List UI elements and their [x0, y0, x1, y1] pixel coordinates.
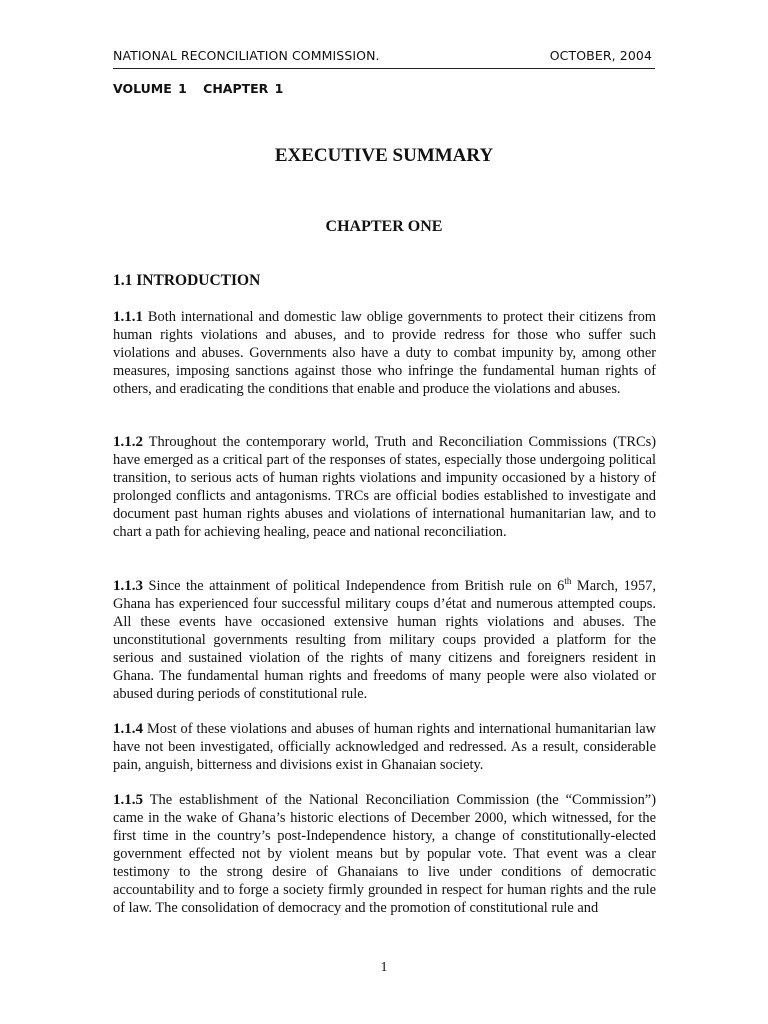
chapter-title: CHAPTER ONE [325, 218, 443, 235]
section-heading: 1.1 INTRODUCTION [113, 272, 261, 289]
chapter-label: CHAPTER 1 [203, 81, 284, 96]
paragraph-number: 1.1.5 [113, 792, 143, 808]
paragraph-number: 1.1.3 [113, 578, 143, 594]
paragraph-text-start: Since the attainment of political Independence from British rule on 6 [148, 578, 565, 594]
paragraph-text: Most of these violations and abuses of human rights and international humanitarian law have not been investigated, officially acknowledged and redressed. As a result, considerable pain, anguish, bitterness and divisions exist in Ghanaian society. [113, 721, 656, 773]
paragraph-number: 1.1.2 [113, 434, 143, 450]
paragraph-text: Throughout the contemporary world, Truth and Reconciliation Commissions (TRCs) have emerged as a critical part of the responses of states, especially those undergoing political transition, to serious acts of human rights violations and impunity occasioned by a history of prolonged conflicts and antagonisms. TRCs are official bodies established to investigate and document past human rights abuses and violations of international humanitarian law, and to chart a path for achieving healing, peace and national reconciliation. [113, 434, 656, 540]
paragraph-text: Both international and domestic law oblige governments to protect their citizens from human rights violations and abuses, and to provide redress for those who suffer such violations and abuses. Governments also have a duty to combat impunity by, among other measures, imposing sanctions against those who infringe the fundamental human rights of others, and eradicating the conditions that enable and produce the violations and abuses. [113, 309, 656, 397]
page-number: 1 [380, 960, 388, 975]
paragraph-number: 1.1.4 [113, 721, 143, 737]
paragraph-text: The establishment of the National Reconciliation Commission (the “Commission”) came in the wake of Ghana’s historic elections of December 2000, which witnessed, for the first time in the country’s post-Independence history, a change of constitutionally-elected government effected not by violent means but by popular vote. That event was a clear testimony to the strong desire of Ghanaians to live under conditions of democratic accountability and to forge a society firmly grounded in respect for human rights and the rule of law. The consolidation of democracy and the promotion of constitutional rule and [113, 792, 656, 916]
ordinal-superscript: th [564, 576, 572, 587]
header-date: OCTOBER, 2004 [549, 48, 652, 63]
paragraph-1-1-5 [113, 791, 656, 917]
paragraph-1-1-1 [113, 308, 656, 398]
volume-label: VOLUME 1 [113, 81, 187, 96]
running-header [113, 46, 655, 69]
paragraph-1-1-4 [113, 720, 656, 774]
paragraph-1-1-3 [113, 577, 656, 703]
volume-chapter-line [113, 81, 293, 96]
paragraph-1-1-2 [113, 433, 656, 541]
header-organization: NATIONAL RECONCILIATION COMMISSION. [113, 48, 380, 63]
paragraph-text-end: March, 1957, Ghana has experienced four successful military coups d’état and numerous attempted coups. All these events have occasioned extensive human rights violations and abuses. The unconstitutional governments resulting from military coups provided a platform for the serious and sustained violation of the rights of many citizens and foreigners resident in Ghana. The fundamental human rights and freedoms of many people were also violated or abused during periods of constitutional rule. [113, 578, 656, 702]
paragraph-number: 1.1.1 [113, 309, 143, 325]
document-title: EXECUTIVE SUMMARY [274, 145, 494, 166]
